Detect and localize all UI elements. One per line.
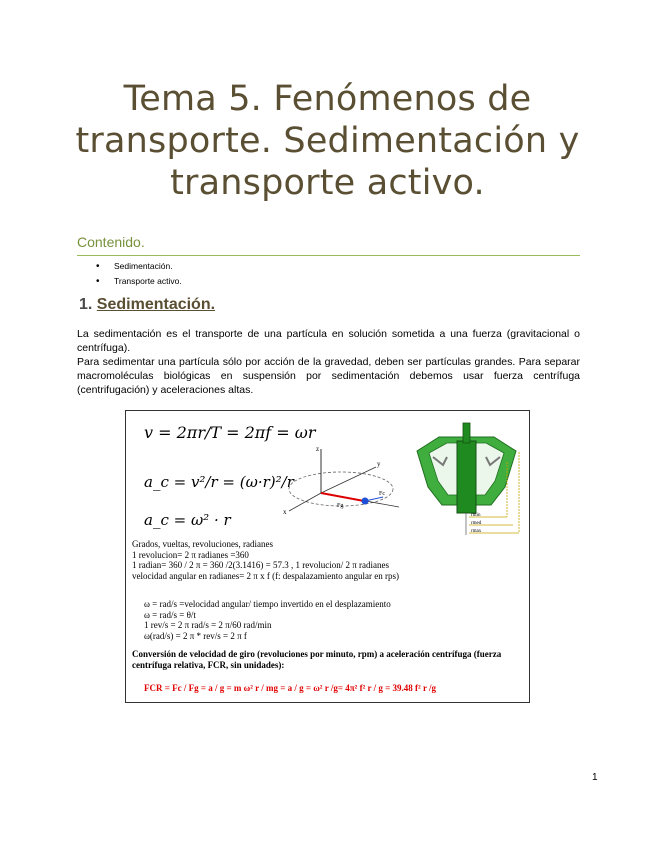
equation-acceleration: a_c = v²/r = (ω·r)²/r xyxy=(144,473,294,491)
contents-list xyxy=(96,259,182,289)
label-fc: Fc xyxy=(379,491,385,497)
contents-item-sedimentacion[interactable]: • Sedimentación. xyxy=(96,259,182,274)
axis-y-label: y xyxy=(377,460,381,468)
rotor-diagram xyxy=(409,417,524,537)
omega-line-1: ω = rad/s =velocidad angular/ tiempo invertido en el desplazamiento xyxy=(144,599,391,609)
contents-item-transporte-activo[interactable]: • Transporte activo. xyxy=(96,274,182,289)
page-title xyxy=(40,78,615,204)
paragraph-2: Para sedimentar una partícula sólo por acción de la gravedad, deben ser partículas grandes. Para separar macromoléculas biológicas en suspensión por sedimentación debemos usar fuerza centrífuga (centrifugación) y aceleraciones altas. xyxy=(77,356,580,396)
equation-velocity: v = 2πr/T = 2πf = ωr xyxy=(144,423,316,442)
units-line-1: Grados, vueltas, revoluciones, radianes xyxy=(132,539,273,549)
figure-units-text xyxy=(132,539,522,581)
section-title: Sedimentación. xyxy=(96,296,216,313)
units-line-3: 1 radian= 360 / 2 π = 360 /2(3.1416) = 57.3 , 1 revolucion/ 2 π radianes xyxy=(132,560,390,570)
rotation-diagram xyxy=(281,441,406,516)
figure-omega-text xyxy=(144,599,519,641)
figure-fcr-formula: FCR = Fc / Fg = a / g = m ω² r / mg = a / g = ω² r /g= 4π² f² r / g = 39.48 f² r /g xyxy=(144,683,437,693)
rotor-label-rmin: rmin xyxy=(471,513,481,518)
title-line-2: transporte. Sedimentación y xyxy=(75,121,580,161)
omega-line-2: ω = rad/s = θ/t xyxy=(144,609,196,620)
section-number: 1. xyxy=(79,296,93,313)
rotor-label-rmed: rmed xyxy=(471,521,482,526)
axis-x-label: x xyxy=(283,508,287,516)
axis-z-label: z xyxy=(316,445,320,453)
paragraph-1: La sedimentación es el transporte de una partícula en solución sometida a una fuerza (gravitacional o centrífuga). xyxy=(77,328,580,354)
omega-line-3: 1 rev/s = 2 π rad/s = 2 π/60 rad/min xyxy=(144,620,272,630)
omega-line-4: ω(rad/s) = 2 π * rev/s = 2 π f xyxy=(144,630,247,641)
body-text xyxy=(77,327,580,397)
title-line-3: transporte activo. xyxy=(170,163,485,203)
figure-conversion-text: Conversión de velocidad de giro (revoluciones por minuto, rpm) a aceleración centrífuga (fuerza centrífuga relativa, FCR, sin unidades): xyxy=(132,649,502,670)
sedimentation-figure xyxy=(125,410,530,703)
units-line-4: velocidad angular en radianes= 2 π x f (f: despalazamiento angular en rps) xyxy=(132,570,400,581)
rotor-label-rmax: rmax xyxy=(471,529,482,534)
label-fg: Fg xyxy=(337,503,344,509)
units-line-2: 1 revolucion= 2 π radianes =360 xyxy=(132,549,249,560)
section-heading xyxy=(79,296,215,314)
contents-heading: Contenido. xyxy=(77,234,145,250)
title-line-1: Tema 5. Fenómenos de xyxy=(123,79,532,119)
page-number: 1 xyxy=(592,772,598,783)
equation-acceleration-omega: a_c = ω² · r xyxy=(144,511,231,529)
contents-divider xyxy=(77,255,580,256)
